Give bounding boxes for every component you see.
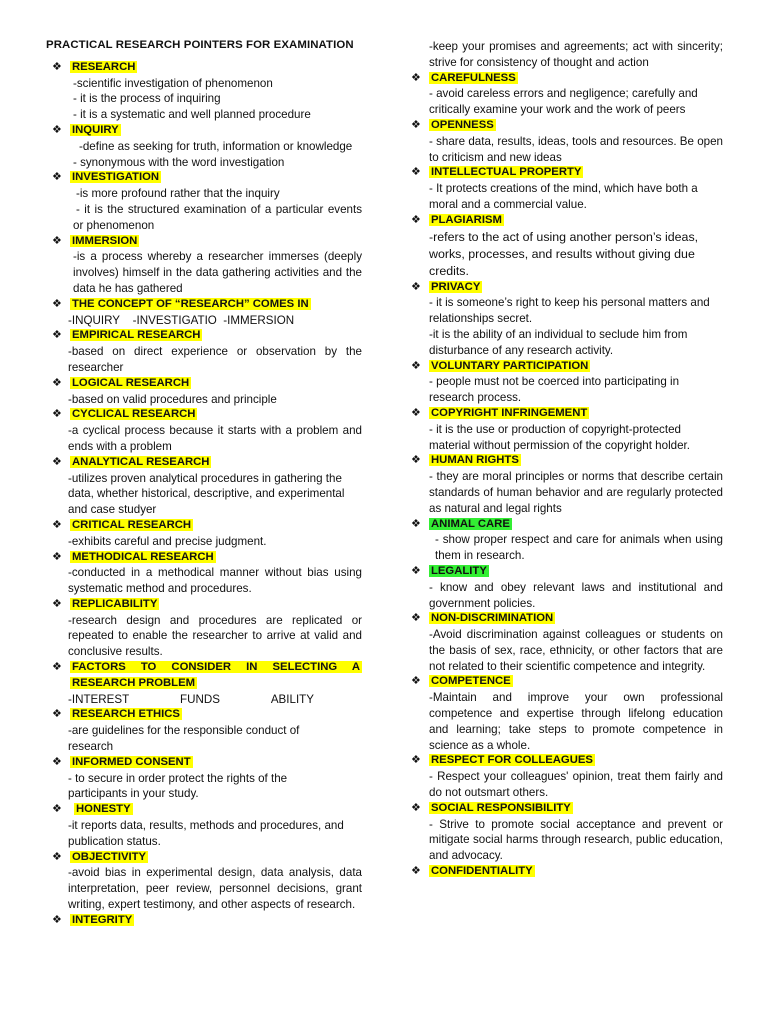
definition-line: -refers to the act of using another person’s ideas, works, processes, and results without giving due credits. (429, 229, 699, 278)
term-competence: COMPETENCE (431, 675, 511, 688)
definition-line: -based on valid procedures and principle (68, 392, 277, 406)
definition-line: -based on direct experience or observation by the researcher (68, 345, 362, 374)
bullet-icon: ❖ (52, 708, 62, 721)
definition-line: - it is the process of inquiring (73, 92, 221, 106)
term-methodical: METHODICAL RESEARCH (72, 550, 214, 563)
bullet-icon: ❖ (411, 359, 421, 372)
bullet-icon: ❖ (52, 518, 62, 531)
definition-line: -Maintain and improve your own professional competence and expertise through lifelong education and learning; take steps to promote competence in science as a whole. (429, 691, 723, 752)
definition-line: - people must not be coerced into participating in research process. (429, 375, 680, 405)
bullet-icon: ❖ (411, 517, 421, 530)
definition-line: - Respect your colleagues' opinion, treat them fairly and do not outsmart others. (429, 770, 723, 800)
entry-privacy (405, 280, 723, 359)
term-plagiarism: PLAGIARISM (431, 213, 502, 226)
term-intellectual-property: INTELLECTUAL PROPERTY (431, 166, 582, 179)
entry-replicability (46, 597, 362, 660)
definition-line: -utilizes proven analytical procedures in gathering the data, whether historical, descriptive, and experimental and case studyer (68, 471, 345, 517)
bullet-icon: ❖ (52, 171, 62, 184)
entry-methodical (46, 550, 362, 597)
bullet-icon: ❖ (52, 234, 62, 247)
page-title: PRACTICAL RESEARCH POINTERS FOR EXAMINATION (46, 39, 354, 51)
entry-human-rights (405, 453, 723, 516)
definition-line: -define as seeking for truth, information or knowledge (79, 139, 353, 153)
bullet-icon: ❖ (52, 329, 62, 342)
bullet-icon: ❖ (411, 213, 421, 226)
term-inquiry: INQUIRY (72, 123, 119, 136)
bullet-icon: ❖ (411, 564, 421, 577)
factor-item: ABILITY (270, 692, 314, 706)
definition-line: -is a process whereby a researcher immerses (deeply involves) himself in the data gathering activities and the data he has gathered (73, 250, 362, 295)
bullet-icon: ❖ (52, 661, 62, 674)
bullet-icon: ❖ (52, 550, 62, 563)
definition-line: -research design and procedures are replicated or repeated to enable the researcher to arrive at valid and conclusive results. (68, 613, 362, 659)
definition-line: -exhibits careful and precise judgment. (68, 534, 267, 548)
bullet-icon: ❖ (52, 123, 62, 136)
term-empirical: EMPIRICAL RESEARCH (72, 329, 201, 342)
bullet-icon: ❖ (411, 71, 421, 84)
term-carefulness: CAREFULNESS (431, 71, 516, 84)
definition-line: -Avoid discrimination against colleagues or students on the basis of sex, race, ethnicity, or other factors that are not related to their scientific competence and integrity. (429, 628, 723, 673)
term-investigation: INVESTIGATION (72, 171, 160, 184)
definition-line: - show proper respect and care for animals when using them in research. (435, 533, 723, 563)
term-voluntary: VOLUNTARY PARTICIPATION (431, 359, 589, 372)
bullet-icon: ❖ (411, 865, 421, 878)
term-replicability: REPLICABILITY (72, 597, 158, 610)
entry-logical (46, 376, 362, 408)
term-social-responsibility: SOCIAL RESPONSIBILITY (431, 801, 571, 814)
bullet-icon: ❖ (52, 850, 62, 863)
entry-voluntary-participation (405, 359, 723, 406)
entry-legality (405, 564, 723, 611)
term-logical: LOGICAL RESEARCH (72, 376, 190, 389)
entry-critical (46, 518, 362, 550)
bullet-icon: ❖ (411, 406, 421, 419)
entry-competence (405, 674, 723, 753)
entry-respect-colleagues (405, 753, 723, 800)
term-integrity: INTEGRITY (72, 913, 133, 926)
bullet-icon: ❖ (411, 754, 421, 767)
entry-empirical (46, 328, 362, 375)
definition-line: - know and obey relevant laws and institutional and government policies. (429, 580, 723, 610)
definition-line: -it reports data, results, methods and procedures, and publication status. (68, 819, 344, 848)
entry-confidentiality (405, 864, 723, 880)
term-animal-care: ANIMAL CARE (431, 517, 510, 530)
term-openness: OPENNESS (431, 118, 494, 131)
definition-line: - to secure in order protect the rights of the participants in your study. (68, 771, 288, 801)
bullet-icon: ❖ (52, 913, 62, 926)
term-immersion: IMMERSION (72, 234, 138, 247)
term-cyclical: CYCLICAL RESEARCH (72, 408, 196, 421)
term-concept: THE CONCEPT OF “RESEARCH” COMES IN (72, 297, 309, 310)
term-critical: CRITICAL RESEARCH (72, 518, 192, 531)
entry-analytical (46, 455, 362, 518)
entry-honesty (46, 802, 362, 849)
term-copyright: COPYRIGHT INFRINGEMENT (431, 406, 588, 419)
left-column (46, 36, 362, 929)
entry-research (46, 60, 362, 123)
entry-carefulness (405, 71, 723, 118)
definition-line: - it is a systematic and well planned procedure (73, 108, 311, 122)
entry-objectivity (46, 850, 362, 913)
bullet-icon: ❖ (411, 118, 421, 131)
entry-integrity (46, 913, 362, 929)
entry-investigation (46, 170, 362, 233)
term-objectivity: OBJECTIVITY (72, 850, 147, 863)
bullet-icon: ❖ (411, 612, 421, 625)
factor-item: -INTEREST (68, 692, 130, 706)
definition-line: -are guidelines for the responsible conduct of research (68, 724, 300, 754)
entry-plagiarism (405, 213, 723, 280)
entry-inquiry (46, 123, 362, 170)
definition-line: -scientific investigation of phenomenon (73, 76, 273, 90)
definition-line: - It protects creations of the mind, which have both a moral and a commercial value. (429, 182, 698, 211)
bullet-icon: ❖ (52, 803, 62, 816)
entry-intellectual-property (405, 165, 723, 212)
bullet-icon: ❖ (52, 376, 62, 389)
entry-factors (46, 660, 362, 707)
bullet-icon: ❖ (52, 597, 62, 610)
entry-consent (46, 755, 362, 802)
definition-line: -avoid bias in experimental design, data analysis, data interpretation, peer review, personnel decisions, grant writing, expert testimony, and other aspects of research. (68, 866, 362, 912)
definition-line: -a cyclical process because it starts with a problem and ends with a problem (68, 424, 362, 453)
right-column (405, 39, 723, 880)
term-consent: INFORMED CONSENT (72, 755, 191, 768)
definition-line: - share data, results, ideas, tools and resources. Be open to criticism and new ideas (429, 134, 723, 164)
entry-social-responsibility (405, 801, 723, 864)
entry-immersion (46, 234, 362, 297)
integrity-continuation: -keep your promises and agreements; act with sincerity; strive for consistency of thought and action (429, 40, 723, 69)
term-respect-colleagues: RESPECT FOR COLLEAGUES (431, 754, 593, 767)
bullet-icon: ❖ (411, 280, 421, 293)
bullet-icon: ❖ (52, 455, 62, 468)
definition-line: - Strive to promote social acceptance and prevent or mitigate social harms through research, public education, and advocacy. (429, 817, 723, 863)
factor-item: FUNDS (180, 692, 220, 706)
definition-line: -it is the ability of an individual to seclude him from disturbance of any research activity. (429, 327, 688, 357)
definition-line: - avoid careless errors and negligence; carefully and critically examine your work and the work of peers (429, 87, 698, 117)
definition-line: - it is someone’s right to keep his personal matters and relationships secret. (429, 296, 710, 326)
definition-line: - synonymous with the word investigation (73, 155, 285, 169)
bullet-icon: ❖ (411, 675, 421, 688)
bullet-icon: ❖ (411, 801, 421, 814)
definition-line: - it is the use or production of copyright-protected material without permission of the copyright holder. (429, 422, 690, 452)
definition-line: - they are moral principles or norms that describe certain standards of human behavior and are regularly protected as natural and legal rights (429, 470, 723, 515)
bullet-icon: ❖ (52, 297, 62, 310)
entry-cyclical (46, 407, 362, 454)
term-human-rights: HUMAN RIGHTS (431, 454, 519, 467)
entry-ethics (46, 707, 362, 754)
term-legality: LEGALITY (431, 564, 487, 577)
term-factors: FACTORS TO CONSIDER IN SELECTING A RESEARCH PROBLEM (72, 661, 360, 689)
bullet-icon: ❖ (411, 166, 421, 179)
definition-line: -INQUIRY -INVESTIGATIO -IMMERSION (68, 313, 295, 327)
term-non-discrimination: NON-DISCRIMINATION (431, 612, 554, 625)
definition-line: -is more profound rather that the inquiry (76, 187, 280, 201)
definition-line: - it is the structured examination of a particular events or phenomenon (73, 202, 362, 232)
entry-concept (46, 297, 362, 329)
entry-openness (405, 118, 723, 165)
entry-animal-care (405, 517, 723, 564)
bullet-icon: ❖ (52, 60, 62, 73)
entry-copyright (405, 406, 723, 453)
entry-non-discrimination (405, 611, 723, 674)
term-research: RESEARCH (72, 60, 136, 73)
term-honesty: HONESTY (76, 803, 131, 816)
term-privacy: PRIVACY (431, 280, 481, 293)
bullet-icon: ❖ (411, 454, 421, 467)
term-ethics: RESEARCH ETHICS (72, 708, 180, 721)
term-confidentiality: CONFIDENTIALITY (431, 865, 533, 878)
term-analytical: ANALYTICAL RESEARCH (72, 455, 210, 468)
bullet-icon: ❖ (52, 755, 62, 768)
bullet-icon: ❖ (52, 408, 62, 421)
definition-line: -conducted in a methodical manner without bias using systematic method and procedures. (68, 566, 362, 596)
